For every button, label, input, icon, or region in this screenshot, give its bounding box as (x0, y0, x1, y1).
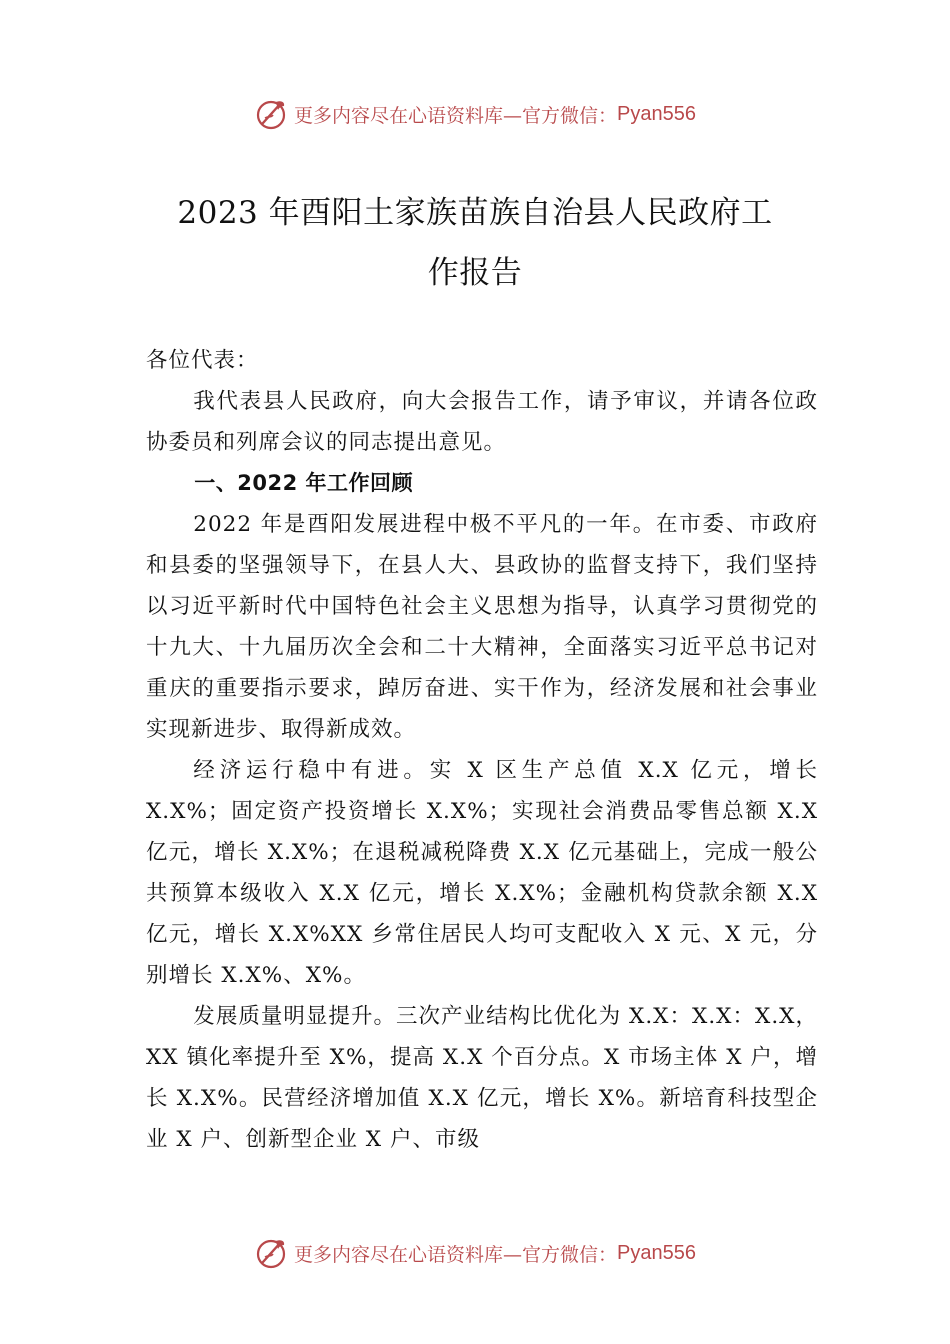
banner-wechat-id: Pyan556 (617, 1241, 696, 1264)
watermark-banner-top (0, 94, 950, 134)
watermark-banner-bottom (0, 1233, 950, 1273)
body-paragraph: 经济运行稳中有进。实 X 区生产总值 X.X 亿元，增长 X.X%；固定资产投资增长 X.X%；实现社会消费品零售总额 X.X 亿元，增长 X.X%；在退税减税降费 X.X 亿元基础上，完成一般公共预算本级收入 X.X 亿元，增长 X.X%；金融机构贷款余额 X.X 亿元，增长 X.X%XX 乡常住居民人均可支配收入 X 元、X 元，分别增长 X.X%、X%。 (146, 758, 818, 988)
quill-seal-icon (254, 96, 290, 132)
body-paragraph: 2022 年是酉阳发展进程中极不平凡的一年。在市委、市政府和县委的坚强领导下，在县人大、县政协的监督支持下，我们坚持以习近平新时代中国特色社会主义思想为指导，认真学习贯彻党的十九大、十九届历次全会和二十大精神，全面落实习近平总书记对重庆的重要指示要求，踔厉奋进、实干作为，经济发展和社会事业实现新进步、取得新成效。 (146, 512, 818, 742)
document-body (146, 340, 818, 1160)
quill-seal-icon (254, 1235, 290, 1271)
document-title (140, 183, 810, 303)
title-line-2: 作报告 (427, 255, 523, 291)
intro-paragraph: 我代表县人民政府，向大会报告工作，请予审议，并请各位政协委员和列席会议的同志提出意见。 (146, 389, 818, 455)
title-line-1: 2023 年酉阳土家族苗族自治县人民政府工 (177, 195, 773, 231)
banner-wechat-id: Pyan556 (617, 102, 696, 125)
banner-text: 更多内容尽在心语资料库—官方微信： (294, 104, 618, 127)
banner-text: 更多内容尽在心语资料库—官方微信： (294, 1243, 618, 1266)
body-paragraph: 发展质量明显提升。三次产业结构比优化为 X.X：X.X：X.X，XX 镇化率提升至 X%，提高 X.X 个百分点。X 市场主体 X 户，增长 X.X%。民营经济增加值 X.X 亿元，增长 X%。新培育科技型企业 X 户、创新型企业 X 户、市级 (146, 1004, 818, 1152)
salutation: 各位代表： (146, 348, 259, 373)
section-heading: 一、2022 年工作回顾 (194, 471, 414, 495)
